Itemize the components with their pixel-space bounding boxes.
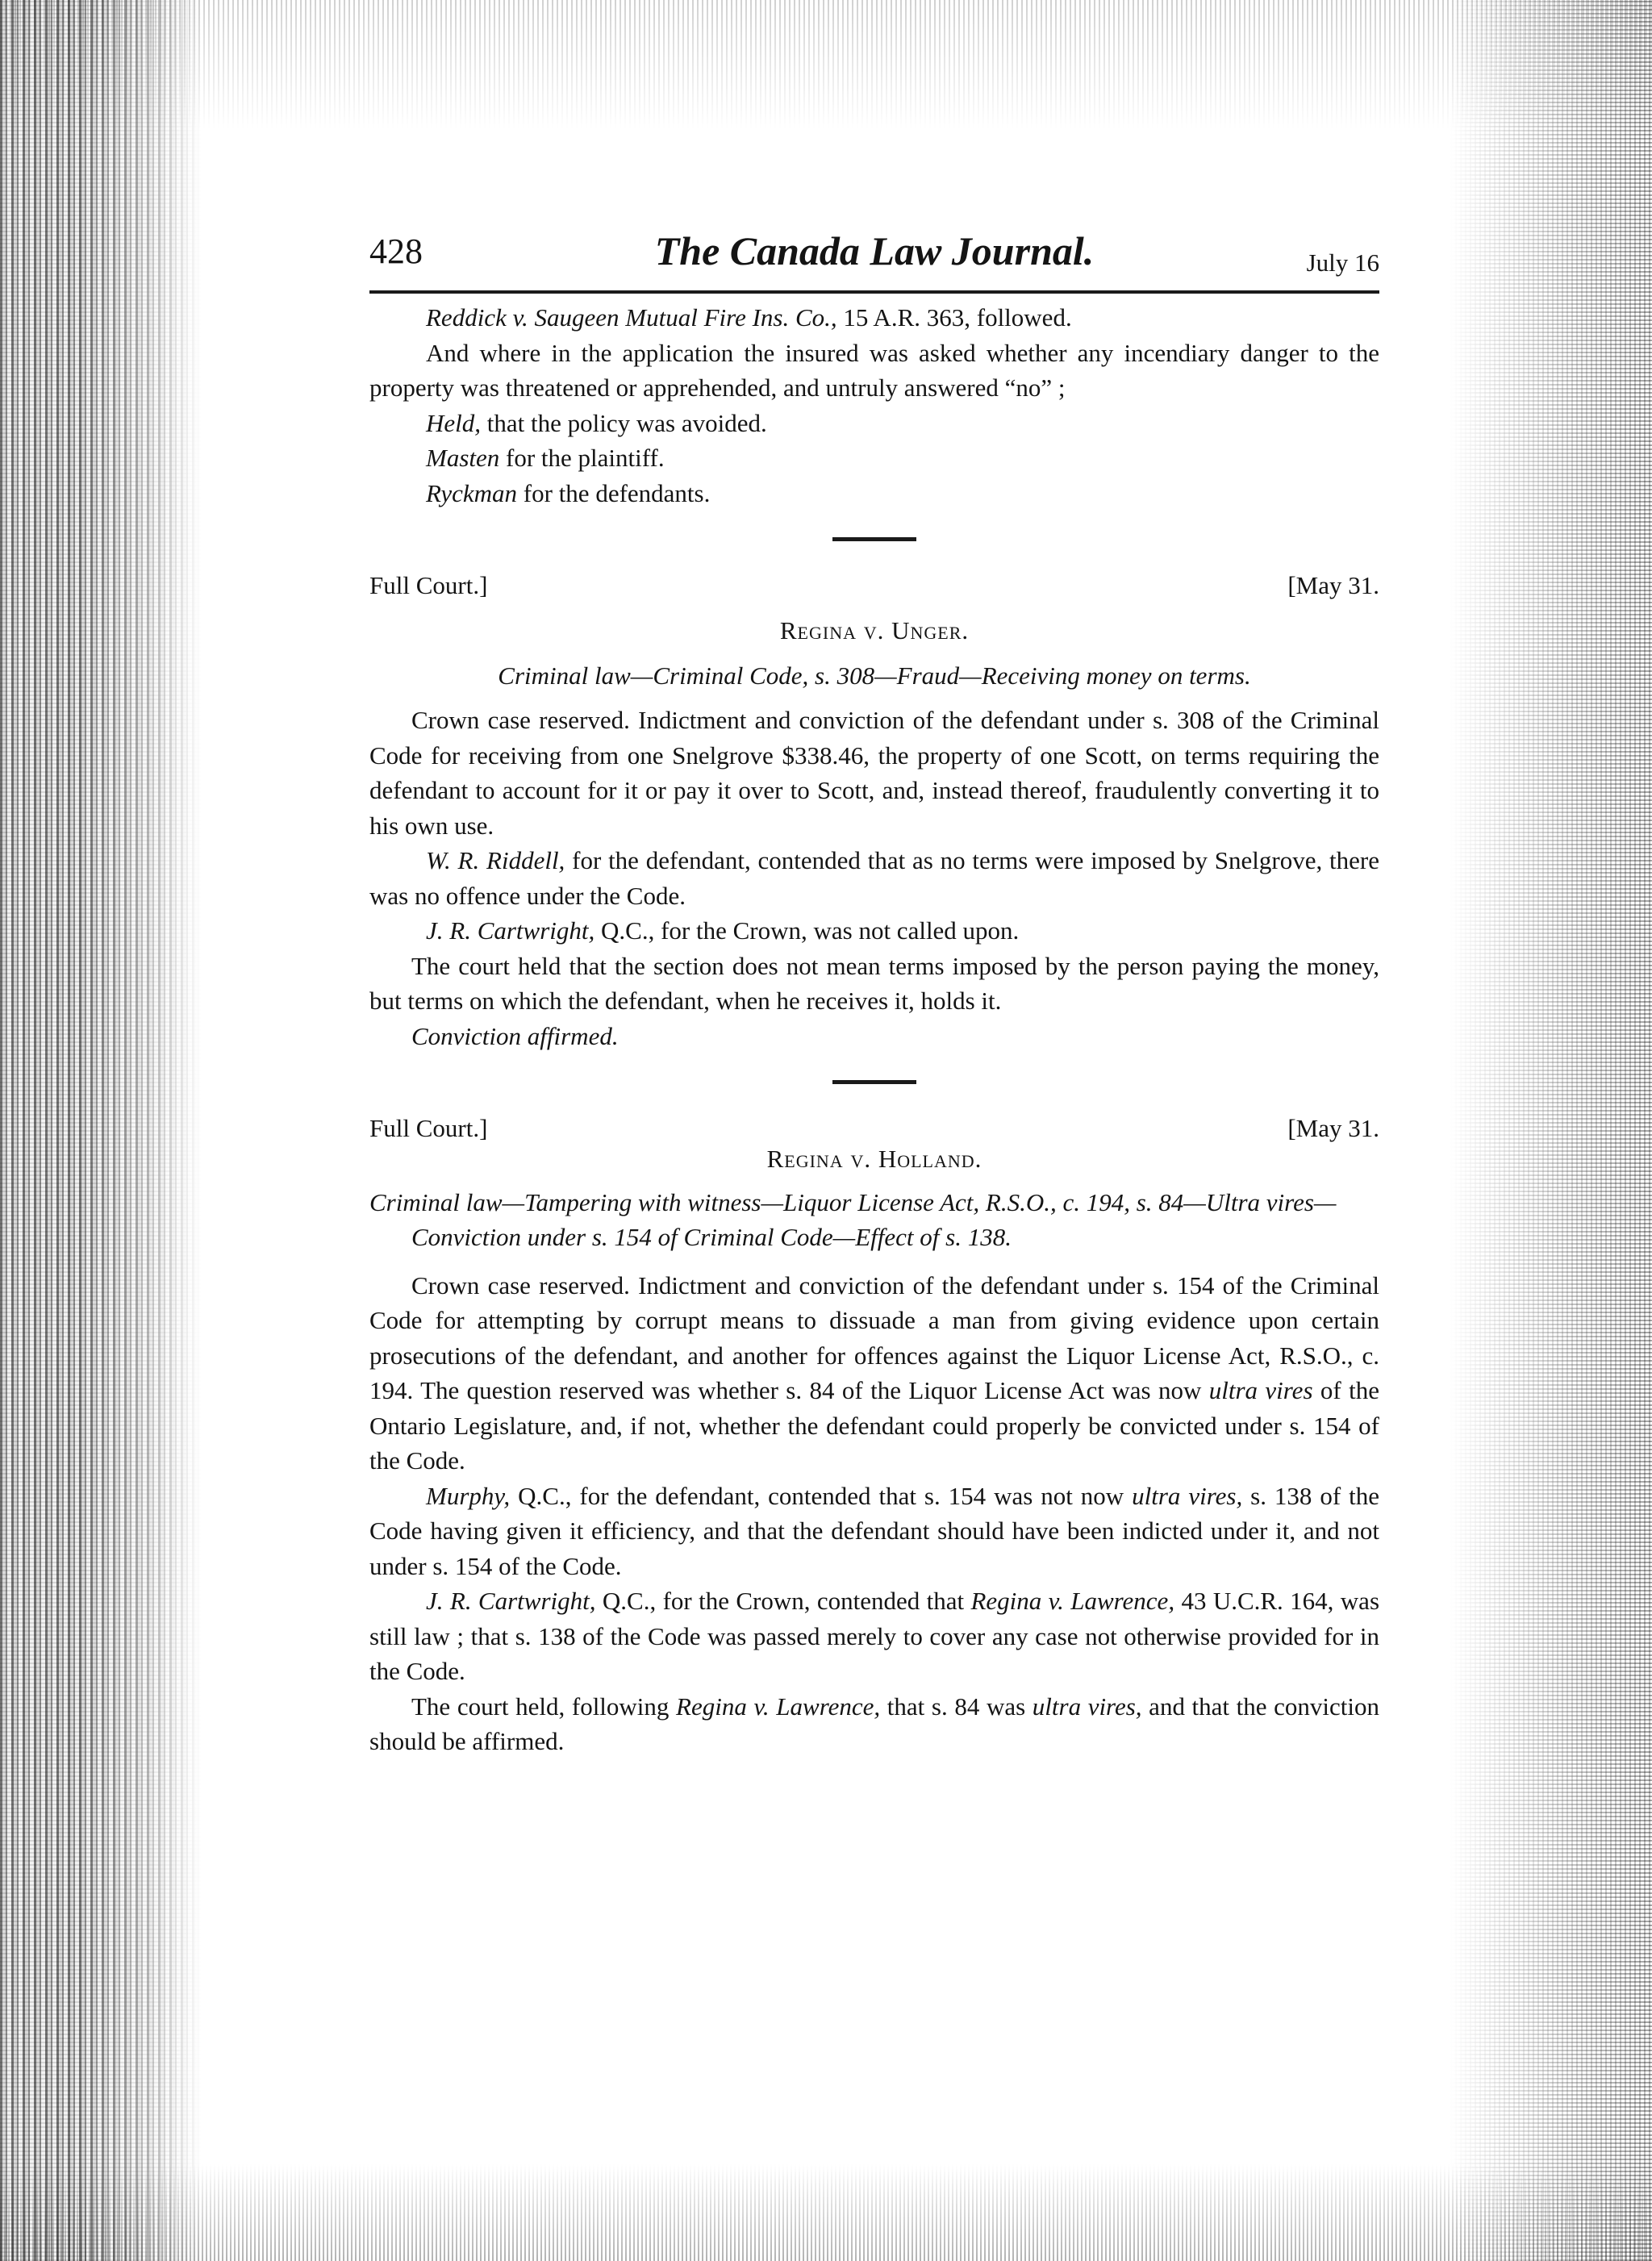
counsel-line: J. R. Cartwright, Q.C., for the Crown, was not called upon. — [426, 916, 1020, 945]
result-line: Conviction affirmed. — [411, 1021, 619, 1050]
citation-line: Reddick v. Saugeen Mutual Fire Ins. Co., 15 A.R. 363, followed. — [426, 303, 1072, 332]
case-headnote: Criminal law—Criminal Code, s. 308—Fraud—Receiving money on terms. — [498, 661, 1251, 690]
case-title: Regina v. Unger. — [779, 616, 970, 645]
paragraph: The court held, following Regina v. Lawrence, that s. 84 was ultra vires, and that the conviction should be affirmed. — [369, 1692, 1380, 1755]
page-number: 428 — [369, 232, 423, 271]
held-line: Held, that the policy was avoided. — [426, 408, 767, 437]
page-body — [369, 294, 1379, 1759]
scan-edge-top — [0, 0, 1652, 129]
case-title: Regina v. Holland. — [766, 1145, 982, 1173]
court-name: Full Court.] — [369, 1114, 488, 1142]
case-headnote: Criminal law—Tampering with witness—Liquor License Act, R.S.O., c. 194, s. 84—Ultra vires—Conviction under s. 154 of Criminal Code—Effect of s. 138. — [369, 1187, 1337, 1251]
counsel-line: J. R. Cartwright, Q.C., for the Crown, contended that Regina v. Lawrence, 43 U.C.R. 164, was still law ; that s. 138 of the Code was passed merely to cover any case not otherwise provided for in the Code. — [369, 1587, 1380, 1685]
running-header — [369, 228, 1379, 294]
paragraph: The court held that the section does not mean terms imposed by the person paying the money, but terms on which the defendant, when he receives it, holds it. — [369, 951, 1379, 1015]
section-divider — [832, 1080, 916, 1084]
scan-edge-left — [0, 0, 202, 2261]
paragraph: Crown case reserved. Indictment and conviction of the defendant under s. 308 of the Criminal Code for receiving from one Snelgrove $338.46, the property of one Scott, on terms requiring the defendant to account for it or pay it over to Scott, and, instead thereof, fraudulently converting it to his own use. — [369, 706, 1379, 840]
counsel-line: Murphy, Q.C., for the defendant, contended that s. 154 was not now ultra vires, s. 138 of the Code having given it efficiency, and that the defendant should have been indicted under it, and not under s. 154 of the Code. — [369, 1481, 1379, 1580]
journal-page — [369, 228, 1380, 1759]
journal-title: The Canada Law Journal. — [654, 228, 1095, 273]
counsel-line: Ryckman for the defendants. — [426, 478, 711, 507]
case-date: [May 31. — [1287, 571, 1379, 599]
court-line — [369, 1111, 1379, 1146]
case-date: [May 31. — [1287, 1114, 1379, 1142]
counsel-line: W. R. Riddell, for the defendant, contended that as no terms were imposed by Snelgrove, there was no offence under the Code. — [369, 846, 1379, 910]
section-divider — [832, 537, 916, 541]
header-date: July 16 — [1306, 248, 1379, 277]
counsel-line: Masten for the plaintiff. — [426, 444, 665, 472]
paragraph: Crown case reserved. Indictment and conviction of the defendant under s. 154 of the Criminal Code for attempting by corrupt means to dissuade a man from giving evidence upon certain prosecutions of the defendant, and another for offences against the Liquor License Act, R.S.O., c. 194. The question reserved was whether s. 84 of the Liquor License Act was now ultra vires of the Ontario Legislature, and, if not, whether the defendant could properly be convicted under s. 154 of the Code. — [369, 1270, 1379, 1475]
paragraph: And where in the application the insured was asked whether any incendiary danger to the property was threatened or apprehended, and untruly answered “no” ; — [369, 338, 1379, 402]
court-name: Full Court.] — [369, 571, 488, 599]
scan-edge-bottom — [0, 2164, 1652, 2261]
court-line — [369, 568, 1379, 603]
scan-edge-right — [1450, 0, 1652, 2261]
